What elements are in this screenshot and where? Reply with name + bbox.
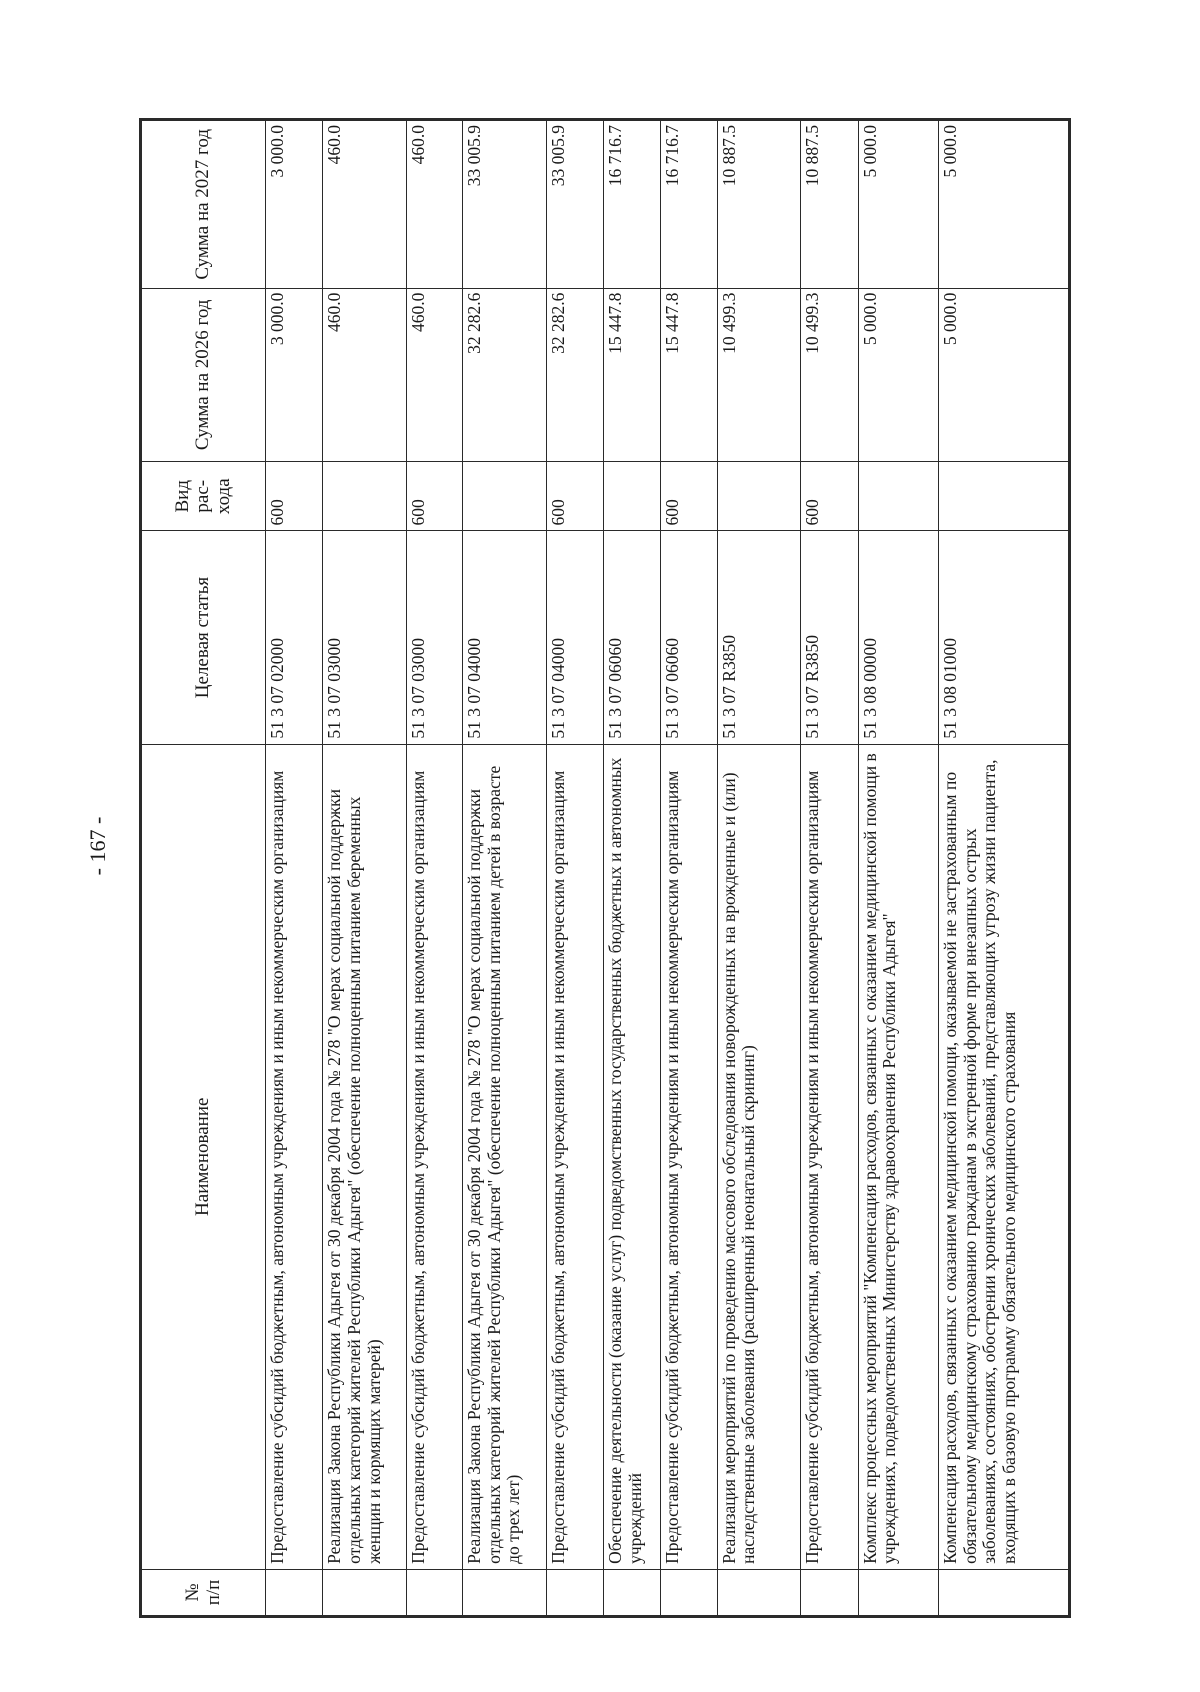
row-sum-2026: 5 000.0	[939, 288, 1070, 461]
row-no	[939, 1569, 1070, 1616]
row-code: 51 3 07 R3850	[717, 531, 801, 744]
row-code: 51 3 07 06060	[604, 531, 661, 744]
row-sum-2027: 33 005.9	[463, 120, 547, 289]
table-row	[661, 120, 717, 1617]
row-vid	[939, 462, 1070, 531]
table-row	[546, 120, 603, 1617]
row-code: 51 3 08 00000	[858, 531, 939, 744]
row-sum-2027: 10 887.5	[801, 120, 858, 289]
row-name: Предоставление субсидий бюджетным, автономным учреждениям и иным некоммерческим организациям	[661, 744, 717, 1569]
row-sum-2027: 16 716.7	[661, 120, 717, 289]
row-code: 51 3 07 06060	[661, 531, 717, 744]
row-no	[801, 1569, 858, 1616]
row-sum-2026: 3 000.0	[266, 288, 323, 461]
row-sum-2027: 5 000.0	[858, 120, 939, 289]
row-sum-2027: 33 005.9	[546, 120, 603, 289]
row-code: 51 3 07 04000	[546, 531, 603, 744]
row-name: Реализация Закона Республики Адыгея от 30 декабря 2004 года № 278 "О мерах социальной поддержки отдельных категорий жителей Республики Адыгея" (обеспечение полноценным питанием беременных женщин и кормящих матерей)	[323, 744, 407, 1569]
row-vid: 600	[266, 462, 323, 531]
row-name: Предоставление субсидий бюджетным, автономным учреждениям и иным некоммерческим организациям	[801, 744, 858, 1569]
table-row	[604, 120, 661, 1617]
row-sum-2026: 5 000.0	[858, 288, 939, 461]
row-vid	[604, 462, 661, 531]
row-name: Реализация мероприятий по проведению массового обследования новорожденных на врожденные и (или) наследственные заболевания (расширенный неонатальный скрининг)	[717, 744, 801, 1569]
row-no	[858, 1569, 939, 1616]
row-no	[546, 1569, 603, 1616]
table-row	[463, 120, 547, 1617]
header-code: Целевая статья	[141, 531, 266, 744]
row-sum-2026: 460.0	[406, 288, 462, 461]
row-vid: 600	[801, 462, 858, 531]
row-name: Комплекс процессных мероприятий "Компенсация расходов, связанных с оказанием медицинской помощи в учреждениях, подведомственных Министерству здравоохранения Республики Адыгея"	[858, 744, 939, 1569]
header-vid: Вид рас-хода	[141, 462, 266, 531]
table-row	[717, 120, 801, 1617]
header-name: Наименование	[141, 744, 266, 1569]
table-row	[801, 120, 858, 1617]
row-code: 51 3 07 04000	[463, 531, 547, 744]
row-sum-2027: 460.0	[406, 120, 462, 289]
row-vid: 600	[661, 462, 717, 531]
budget-table	[139, 118, 1071, 1618]
row-code: 51 3 07 02000	[266, 531, 323, 744]
table-row	[939, 120, 1070, 1617]
row-vid	[858, 462, 939, 531]
row-sum-2026: 15 447.8	[604, 288, 661, 461]
row-name: Обеспечение деятельности (оказание услуг) подведомственных государственных бюджетных и автономных учреждений	[604, 744, 661, 1569]
row-code: 51 3 07 03000	[323, 531, 407, 744]
table-row	[858, 120, 939, 1617]
row-vid	[717, 462, 801, 531]
row-name: Предоставление субсидий бюджетным, автономным учреждениям и иным некоммерческим организациям	[406, 744, 462, 1569]
row-vid	[463, 462, 547, 531]
row-code: 51 3 07 R3850	[801, 531, 858, 744]
table-header-row	[141, 120, 266, 1617]
table-row	[406, 120, 462, 1617]
row-sum-2027: 5 000.0	[939, 120, 1070, 289]
row-sum-2026: 32 282.6	[463, 288, 547, 461]
row-vid	[323, 462, 407, 531]
row-no	[406, 1569, 462, 1616]
row-no	[661, 1569, 717, 1616]
row-vid: 600	[546, 462, 603, 531]
row-name: Предоставление субсидий бюджетным, автономным учреждениям и иным некоммерческим организациям	[266, 744, 323, 1569]
table-row	[266, 120, 323, 1617]
row-name: Компенсация расходов, связанных с оказанием медицинской помощи, оказываемой не застрахованным по обязательному медицинскому страхованию гражданам в экстренной форме при внезапных острых заболеваниях, состояниях, обострении хронических заболеваний, представляющих угрозу жизни пациента, входящих в базовую программу обязательного медицинского страхования	[939, 744, 1070, 1569]
row-no	[604, 1569, 661, 1616]
row-name: Предоставление субсидий бюджетным, автономным учреждениям и иным некоммерческим организациям	[546, 744, 603, 1569]
row-sum-2026: 10 499.3	[717, 288, 801, 461]
row-vid: 600	[406, 462, 462, 531]
row-no	[266, 1569, 323, 1616]
table-row	[323, 120, 407, 1617]
budget-table-container	[139, 118, 1071, 1618]
header-sum-2027: Сумма на 2027 год	[141, 120, 266, 289]
row-code: 51 3 07 03000	[406, 531, 462, 744]
row-no	[323, 1569, 407, 1616]
row-no	[463, 1569, 547, 1616]
row-sum-2026: 460.0	[323, 288, 407, 461]
row-sum-2027: 16 716.7	[604, 120, 661, 289]
header-sum-2026: Сумма на 2026 год	[141, 288, 266, 461]
row-sum-2027: 3 000.0	[266, 120, 323, 289]
page-number: - 167 -	[85, 816, 110, 876]
header-no: № п/п	[141, 1569, 266, 1616]
row-sum-2027: 460.0	[323, 120, 407, 289]
row-sum-2027: 10 887.5	[717, 120, 801, 289]
row-no	[717, 1569, 801, 1616]
row-sum-2026: 15 447.8	[661, 288, 717, 461]
row-sum-2026: 32 282.6	[546, 288, 603, 461]
row-name: Реализация Закона Республики Адыгея от 30 декабря 2004 года № 278 "О мерах социальной поддержки отдельных категорий жителей Республики Адыгея" (обеспечение полноценным питанием детей в возрасте до трех лет)	[463, 744, 547, 1569]
row-sum-2026: 10 499.3	[801, 288, 858, 461]
row-code: 51 3 08 01000	[939, 531, 1070, 744]
